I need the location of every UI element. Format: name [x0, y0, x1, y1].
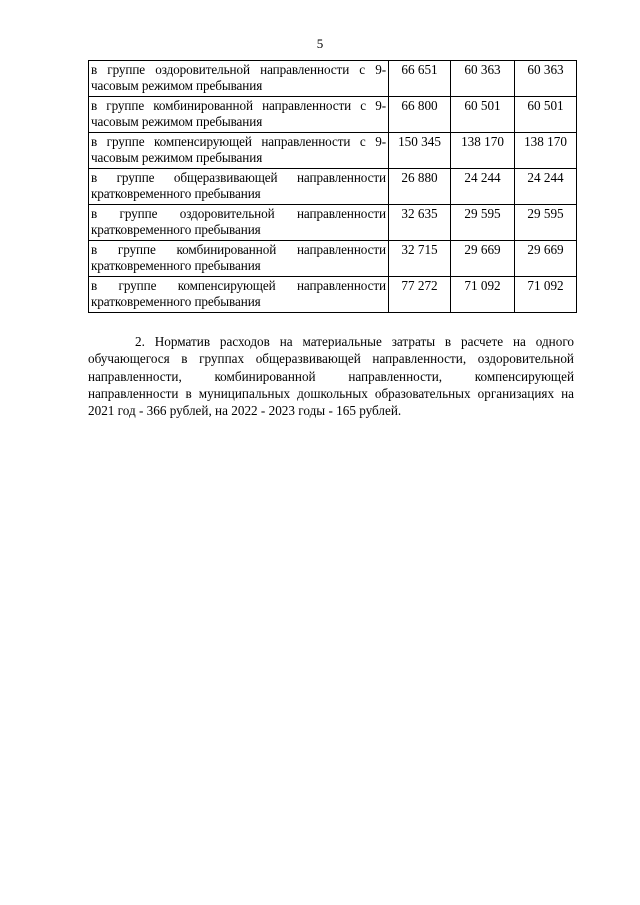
- group-name-cell: в группе компенсирующей направленности кратковременного пребывания: [89, 277, 389, 313]
- value-cell-2023: 138 170: [515, 133, 577, 169]
- value-cell-2022: 29 595: [451, 205, 515, 241]
- value-cell-2021: 26 880: [389, 169, 451, 205]
- page-number: 5: [316, 36, 324, 51]
- expense-norms-table: [88, 60, 577, 313]
- value-cell-2021: 150 345: [389, 133, 451, 169]
- value-cell-2021: 66 651: [389, 61, 451, 97]
- value-cell-2023: 60 363: [515, 61, 577, 97]
- group-name-cell: в группе оздоровительной направленности кратковременного пребывания: [89, 205, 389, 241]
- value-cell-2023: 29 669: [515, 241, 577, 277]
- table-row: [89, 241, 577, 277]
- group-name-cell: в группе комбинированной направленности с 9-часовым режимом пребывания: [89, 97, 389, 133]
- table-row: [89, 169, 577, 205]
- value-cell-2023: 29 595: [515, 205, 577, 241]
- value-cell-2022: 138 170: [451, 133, 515, 169]
- value-cell-2022: 29 669: [451, 241, 515, 277]
- value-cell-2021: 66 800: [389, 97, 451, 133]
- value-cell-2021: 32 635: [389, 205, 451, 241]
- value-cell-2021: 32 715: [389, 241, 451, 277]
- group-name-cell: в группе общеразвивающей направленности кратковременного пребывания: [89, 169, 389, 205]
- value-cell-2022: 71 092: [451, 277, 515, 313]
- table-row: [89, 205, 577, 241]
- value-cell-2023: 60 501: [515, 97, 577, 133]
- value-cell-2023: 71 092: [515, 277, 577, 313]
- group-name-cell: в группе комбинированной направленности кратковременного пребывания: [89, 241, 389, 277]
- table-row: [89, 133, 577, 169]
- group-name-cell: в группе компенсирующей направленности с 9-часовым режимом пребывания: [89, 133, 389, 169]
- table-row: [89, 61, 577, 97]
- value-cell-2023: 24 244: [515, 169, 577, 205]
- group-name-cell: в группе оздоровительной направленности с 9-часовым режимом пребывания: [89, 61, 389, 97]
- table-row: [89, 97, 577, 133]
- value-cell-2022: 60 501: [451, 97, 515, 133]
- material-costs-paragraph: 2. Норматив расходов на материальные затраты в расчете на одного обучающегося в группах общеразвивающей направленности, оздоровительной направленности, комбинированной направленности, компенсирующей направленности в муниципальных дошкольных образовательных организациях на 2021 год - 366 рублей, на 2022 - 2023 годы - 165 рублей.: [88, 334, 574, 419]
- table-row: [89, 277, 577, 313]
- value-cell-2021: 77 272: [389, 277, 451, 313]
- value-cell-2022: 60 363: [451, 61, 515, 97]
- value-cell-2022: 24 244: [451, 169, 515, 205]
